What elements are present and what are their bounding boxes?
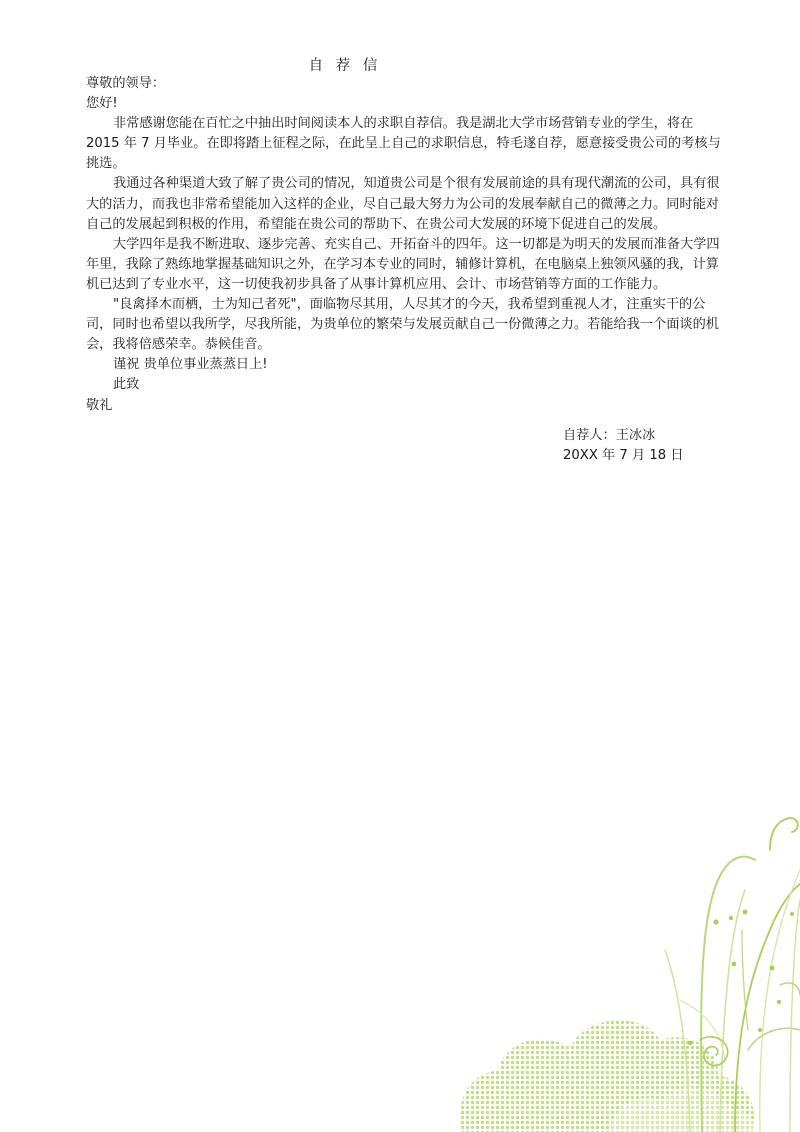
closing-jingli: 敬礼 (86, 397, 113, 413)
letter-body (86, 74, 722, 416)
paragraph-closing: "良禽择木而栖，士为知己者死"，面临物尽其用，人尽其才的今天，我希望到重视人才，注重实干的公司，同时也希望以我所学，尽我所能，为贵单位的繁荣与发展贡献自己一份微薄之力。若能给我一个面谈的机会，我将倍感荣幸。恭候佳音。 (86, 297, 719, 353)
date: 20XX 年 7 月 18 日 (563, 448, 684, 464)
closing-cizhi: 此致 (113, 377, 140, 393)
paragraph-company: 我通过各种渠道大致了解了贵公司的情况，知道贵公司是个很有发展前途的具有现代潮流的公司，具有很大的活力，而我也非常希望能加入这样的企业，尽自己最大努力为公司的发展奉献自己的微薄之力。同时能对自己的发展起到积极的作用，希望能在贵公司的帮助下、在贵公司大发展的环境下促进自己的发展。 (86, 176, 720, 232)
paragraph-intro: 非常感谢您能在百忙之中抽出时间阅读本人的求职自荐信。我是湖北大学市场营销专业的学生，将在 2015 年 7 月毕业。在即将踏上征程之际，在此呈上自己的求职信息，特毛遂自荐，愿意接受贵公司的考核与挑选。 (86, 116, 721, 172)
paragraph-university: 大学四年是我不断进取、逐步完善、充实自己、开拓奋斗的四年。这一切都是为明天的发展而准备大学四年里，我除了熟练地掌握基础知识之外，在学习本专业的同时，辅修计算机，在电脑桌上独领风骚的我，计算机已达到了专业水平，这一切使我初步具备了从事计算机应用、会计、市场营销等方面的工作能力。 (86, 236, 720, 292)
wish-line: 谨祝 贵单位事业蒸蒸日上! (113, 357, 268, 373)
salutation: 尊敬的领导： (86, 76, 166, 91)
letter-title: 自 荐 信 (308, 58, 382, 74)
signature-block (563, 426, 684, 466)
greeting: 您好! (86, 96, 118, 112)
signature: 自荐人：王冰冰 (563, 428, 656, 443)
